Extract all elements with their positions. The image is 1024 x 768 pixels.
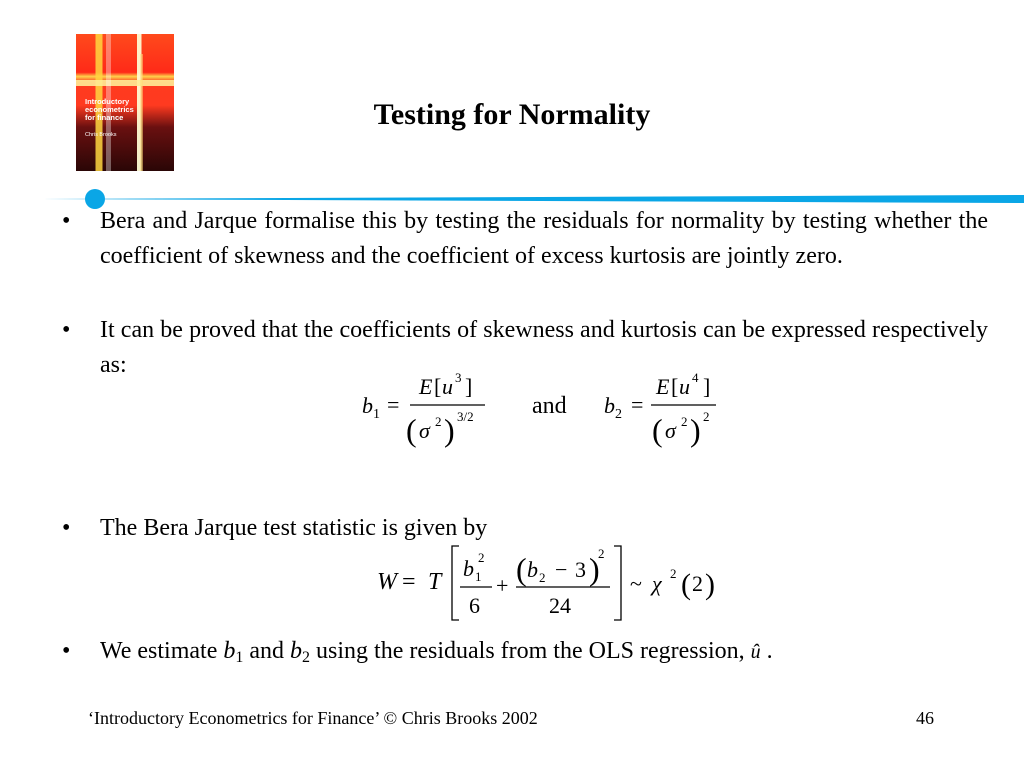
bullet-text-2: It can be proved that the coefficients of skewness and kurtosis can be expressed respectively as: (100, 317, 988, 378)
bullet4-suffix: using the residuals from the OLS regression, (310, 638, 751, 664)
term2-denominator: 24 (549, 593, 571, 618)
slide-title: Testing for Normality (373, 98, 651, 131)
chi-power: 2 (670, 566, 677, 581)
term2-power: 2 (598, 546, 605, 561)
term2-three: 3 (575, 557, 586, 582)
bullet4-prefix: We estimate (100, 638, 224, 664)
b2-paren: ( (652, 412, 663, 448)
w-symbol: W (377, 569, 397, 595)
bullet-text-1: Bera and Jarque formalise this by testing the residuals for normality by testing whether the coefficient of skewness and the coefficient of excess kurtosis are jointly zero. (100, 208, 988, 269)
term2-minus: − (555, 557, 568, 582)
b1-u-power: 3 (455, 370, 462, 385)
term2-b: b (527, 557, 538, 582)
b1-paren: ( (406, 412, 417, 448)
df-paren: ) (705, 568, 715, 601)
cover-light-streak (76, 80, 174, 86)
bullet-marker: • (62, 638, 71, 664)
b1-subscript: 1 (373, 407, 380, 422)
footer-citation: ‘Introductory Econometrics for Finance’ © Chris Brooks 2002 (88, 708, 538, 728)
bullet-marker: • (62, 317, 71, 343)
b1-expectation-E: E (419, 374, 433, 399)
left-square-bracket (452, 546, 459, 620)
bullet-marker: • (62, 515, 71, 541)
w-equals: = (402, 569, 416, 595)
bullet4-b1: b (223, 638, 236, 664)
bullet-marker: • (62, 208, 71, 234)
bullet4-and: and (243, 638, 291, 664)
and-connector: and (532, 393, 567, 419)
term2-paren: ( (516, 551, 527, 587)
bullet4-b2-sub: 2 (302, 649, 311, 666)
b2-bracket: [ (671, 374, 679, 399)
bera-jarque-statistic-formula (377, 546, 715, 620)
b1-outer-power: 3/2 (457, 409, 474, 424)
b1-paren: ) (444, 412, 455, 448)
b1-bracket: [ (434, 374, 442, 399)
term1-power: 2 (478, 550, 485, 565)
cover-author: Chris Brooks (85, 132, 117, 138)
t-symbol: T (428, 569, 442, 595)
b2-subscript: 2 (615, 407, 622, 422)
term1-b: b (463, 556, 474, 581)
b1-sigma-power: 2 (435, 414, 442, 429)
right-square-bracket (614, 546, 621, 620)
cover-title-line: Introductory (85, 97, 130, 106)
bullet4-b2: b (290, 638, 303, 664)
b1-symbol: b (362, 393, 373, 418)
b2-sigma: σ (665, 418, 676, 443)
cover-title-line: for finance (85, 113, 124, 122)
b2-u: u (679, 374, 690, 399)
distributed-as-tilde: ~ (630, 571, 642, 596)
cover-title-line: econometrics (85, 105, 134, 114)
bullet-text-3: The Bera Jarque test statistic is given by (100, 515, 488, 541)
b2-expectation-E: E (656, 374, 670, 399)
plus-sign: + (496, 573, 509, 598)
df-paren: ( (681, 568, 691, 601)
b2-symbol: b (604, 393, 615, 418)
b1-u: u (442, 374, 453, 399)
bullet-text-4 (100, 634, 988, 670)
bullet4-b1-sub: 1 (235, 649, 244, 666)
b2-sigma-power: 2 (681, 414, 688, 429)
term1-denominator: 6 (469, 593, 480, 618)
page-number: 46 (916, 708, 934, 728)
divider-arrow-tip (42, 195, 1024, 203)
b1-equals: = (387, 392, 400, 417)
b2-paren: ) (690, 412, 701, 448)
bullet4-end: . (760, 638, 773, 664)
residual-uhat-symbol: û (750, 641, 761, 663)
b2-equals: = (631, 392, 644, 417)
b1-sigma: σ (419, 418, 430, 443)
b1-bracket: ] (465, 374, 473, 399)
b2-bracket: ] (703, 374, 711, 399)
b2-u-power: 4 (692, 370, 699, 385)
term2-subscript: 2 (539, 570, 546, 585)
term2-paren: ) (589, 551, 600, 587)
term1-subscript: 1 (475, 569, 482, 584)
degrees-of-freedom: 2 (692, 571, 703, 596)
b2-outer-power: 2 (703, 409, 710, 424)
chi-symbol: χ (652, 571, 662, 596)
